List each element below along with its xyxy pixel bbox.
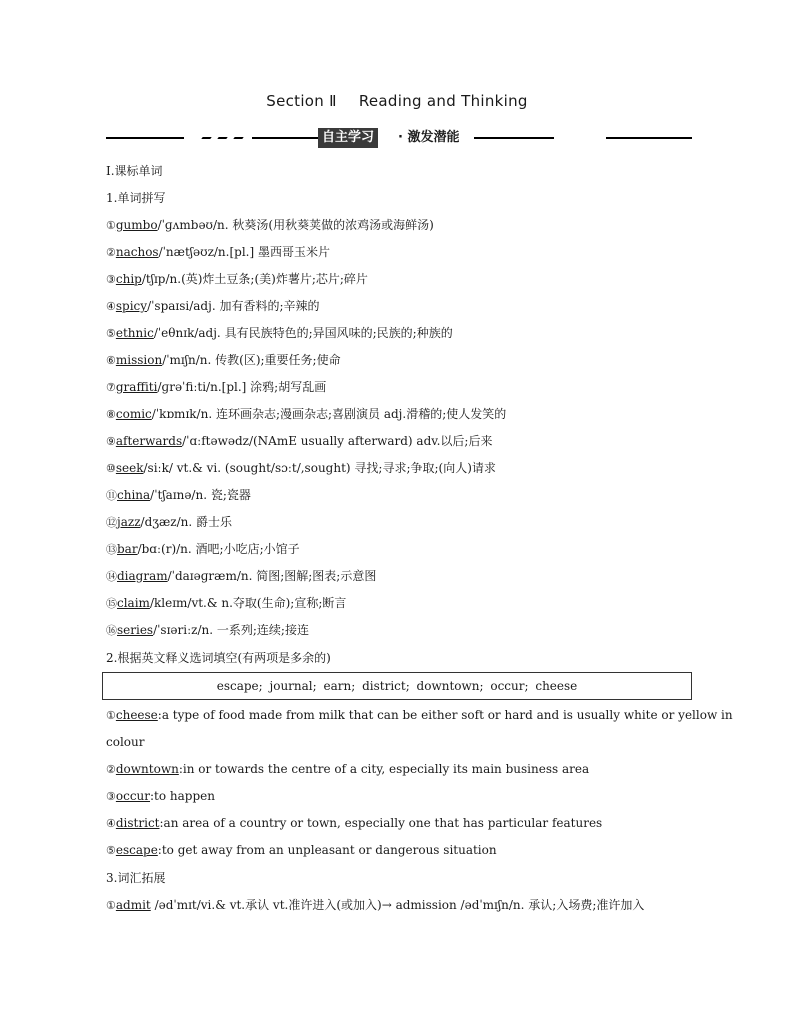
item-number: ②: [106, 246, 116, 259]
item-text: /bɑː(r)/n. 酒吧;小吃店;小馆子: [137, 542, 300, 556]
headword: bar: [117, 542, 138, 556]
headword: gumbo: [115, 218, 158, 232]
item-text: /siːk/ vt.& vi. (sought/sɔːt/,sought) 寻找;寻求;争取;(向人)请求: [143, 461, 496, 475]
word-options-box: [102, 672, 692, 700]
vocab-item: [106, 514, 232, 531]
vocab-item: [106, 217, 434, 234]
headword: cheese: [115, 708, 158, 722]
item-number: ⑤: [106, 327, 116, 340]
item-number: ⑪: [106, 489, 117, 502]
item-text: /ˈeθnɪk/adj. 具有民族特色的;异国风味的;民族的;种族的: [153, 326, 453, 340]
banner-dash: [233, 137, 243, 139]
headword: nachos: [115, 245, 159, 259]
item-text: :to get away from an unpleasant or dangerous situation: [157, 843, 497, 857]
banner-rule-mid: [252, 137, 318, 139]
definition-item: [106, 815, 602, 832]
definition-item: [106, 788, 215, 805]
headword: ethnic: [115, 326, 154, 340]
banner-box: 自主学习: [318, 128, 378, 148]
item-number: ⑫: [106, 516, 117, 529]
headword: afterwards: [115, 434, 183, 448]
item-text: :in or towards the centre of a city, especially its main business area: [178, 762, 590, 776]
headword: diagram: [117, 569, 168, 583]
banner-rule-end: [606, 137, 692, 139]
part2-heading: 2.根据英文释义选词填空(有两项是多余的): [106, 651, 331, 665]
vocab-item: [106, 352, 341, 369]
headword: graffiti: [115, 380, 158, 394]
headword: jazz: [117, 515, 141, 529]
word-options: escape; journal; earn; district; downtown; occur; cheese: [216, 679, 578, 693]
headword: comic: [115, 407, 152, 421]
vocab-item: [106, 460, 496, 477]
headword: mission: [115, 353, 163, 367]
part1-heading: Ⅰ.课标单词: [106, 164, 163, 178]
banner-dash: [217, 137, 227, 139]
vocab-item: [106, 622, 309, 639]
headword: admit: [115, 898, 151, 912]
item-text: /ˈnætʃəʊz/n.[pl.] 墨西哥玉米片: [158, 245, 330, 259]
item-number: ⑦: [106, 381, 116, 394]
item-text: /ˈsɪəriːz/n. 一系列;连续;接连: [153, 623, 309, 637]
item-text: /ɡrəˈfiːti/n.[pl.] 涂鸦;胡写乱画: [157, 380, 327, 394]
vocab-item: [106, 379, 326, 396]
item-number: ①: [106, 219, 116, 232]
headword: occur: [115, 789, 151, 803]
item-text: /ˈmɪʃn/n. 传教(区);重要任务;使命: [162, 353, 341, 367]
vocab-item: [106, 244, 330, 261]
headword: downtown: [115, 762, 179, 776]
vocab-item: [106, 595, 346, 612]
vocab-item: [106, 406, 506, 423]
banner-subtitle: · 激发潜能: [398, 130, 460, 145]
item-number: ⑧: [106, 408, 116, 421]
item-text: /ˈkɒmɪk/n. 连环画杂志;漫画杂志;喜剧演员 adj.滑稽的;使人发笑的: [151, 407, 507, 421]
item-number: ⑭: [106, 570, 117, 583]
headword: seek: [115, 461, 144, 475]
item-number: ⑩: [106, 462, 116, 475]
item-number: ③: [106, 790, 116, 803]
extension-item: [106, 897, 644, 914]
definition-continuation: colour: [106, 735, 145, 749]
headword: china: [117, 488, 151, 502]
part1-subheading: 1.单词拼写: [106, 191, 166, 205]
item-number: ④: [106, 817, 116, 830]
definition-item: [106, 707, 733, 724]
banner-dash: [201, 137, 211, 139]
item-text: /ˈɑːftəwədz/(NAmE usually afterward) adv.以后;后来: [182, 434, 493, 448]
item-text: :to happen: [150, 789, 215, 803]
item-text: :a type of food made from milk that can be either soft or hard and is usually white or yellow in: [157, 708, 733, 722]
definition-item: [106, 761, 589, 778]
section-banner: [106, 126, 692, 150]
vocab-item: [106, 433, 492, 450]
item-text: /ˈspaɪsi/adj. 加有香料的;辛辣的: [147, 299, 320, 313]
vocab-item: [106, 568, 376, 585]
headword: spicy: [115, 299, 148, 313]
vocab-item: [106, 298, 320, 315]
vocab-item: [106, 541, 300, 558]
section-topic: Reading and Thinking: [358, 92, 528, 110]
headword: chip: [115, 272, 142, 286]
item-number: ⑯: [106, 624, 117, 637]
item-number: ⑥: [106, 354, 116, 367]
item-number: ①: [106, 899, 116, 912]
vocab-item: [106, 271, 368, 288]
item-text: /kleɪm/vt.& n.夺取(生命);宣称;断言: [149, 596, 347, 610]
item-text: /ˈɡʌmbəʊ/n. 秋葵汤(用秋葵荚做的浓鸡汤或海鲜汤): [157, 218, 434, 232]
banner-rule-right: [474, 137, 554, 139]
item-number: ⑬: [106, 543, 117, 556]
definition-item: [106, 842, 497, 859]
section-label: Section Ⅱ: [266, 92, 337, 110]
item-number: ⑨: [106, 435, 116, 448]
vocab-item: [106, 325, 453, 342]
item-number: ⑤: [106, 844, 116, 857]
headword: escape: [115, 843, 158, 857]
item-text: /dʒæz/n. 爵士乐: [140, 515, 233, 529]
item-number: ③: [106, 273, 116, 286]
item-text: /ˈdaɪəɡræm/n. 简图;图解;图表;示意图: [167, 569, 377, 583]
part3-heading: 3.词汇拓展: [106, 871, 166, 885]
item-number: ④: [106, 300, 116, 313]
item-number: ②: [106, 763, 116, 776]
item-text: /ədˈmɪt/vi.& vt.承认 vt.准许进入(或加入)→ admission /ədˈmɪʃn/n. 承认;入场费;准许加入: [150, 898, 645, 912]
item-number: ⑮: [106, 597, 117, 610]
banner-rule-left: [106, 137, 184, 139]
item-text: /tʃɪp/n.(英)炸土豆条;(美)炸薯片;芯片;碎片: [141, 272, 368, 286]
vocab-item: [106, 487, 251, 504]
item-number: ①: [106, 709, 116, 722]
headword: district: [115, 816, 160, 830]
headword: claim: [117, 596, 150, 610]
item-text: :an area of a country or town, especially one that has particular features: [159, 816, 603, 830]
item-text: /ˈtʃaɪnə/n. 瓷;瓷器: [150, 488, 251, 502]
headword: series: [117, 623, 154, 637]
page-title: [0, 92, 794, 110]
